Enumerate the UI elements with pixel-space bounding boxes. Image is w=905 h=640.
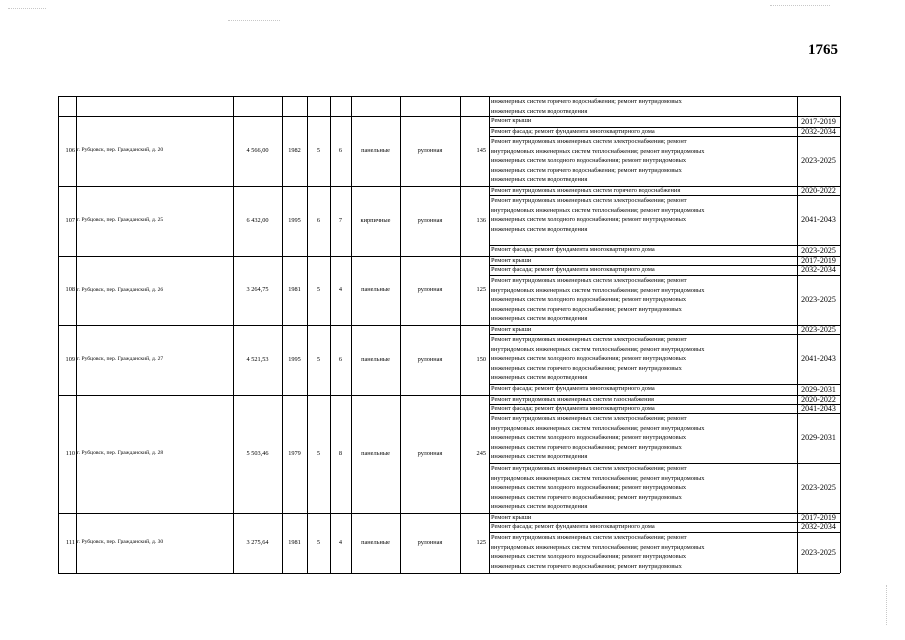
building-address: г. Рубцовск, пер. Гражданский, д. 20 [77,147,164,154]
roof-type: рулонная [417,355,443,363]
construction-year: 1995 [288,216,301,224]
work-description: Ремонт внутридомовых инженерных систем горячего водоснабжения [491,187,681,194]
work-period: 2032-2034 [801,126,836,136]
floor-count: 6 [316,216,321,224]
work-period: 2023-2025 [801,324,836,334]
entrance-count: 6 [338,146,343,154]
work-period: 2029-2031 [801,433,836,443]
work-description: Ремонт внутридомовых инженерных систем электроснабжения; ремонт внутридомовых инженерных систем теплоснабжения; ремонт внутридомовых инженерных систем холодного водоснабжения; ремонт внутридомовых инженерных систем горячего водоснабжения; ремонт внутридомовых инженерных систем водоотведения [491,138,705,184]
work-period: 2023-2025 [801,245,836,255]
work-description: Ремонт внутридомовых инженерных систем электроснабжения; ремонт внутридомовых инженерных систем теплоснабжения; ремонт внутридомовых инженерных систем холодного водоснабжения; ремонт внутридомовых инженерных систем горячего водоснабжения; ремонт внутридомовых инженерных систем водоотведения [491,277,705,323]
work-description: Ремонт внутридомовых инженерных систем электроснабжения; ремонт внутридомовых инженерных систем теплоснабжения; ремонт внутридомовых инженерных систем холодного водоснабжения; ремонт внутридомовых инженерных систем водоотведения [491,197,705,233]
entrance-count: 4 [338,538,343,546]
building-address: г. Рубцовск, пер. Гражданский, д. 30 [77,539,164,546]
entrance-count: 4 [338,286,343,294]
building-address: г. Рубцовск, пер. Гражданский, д. 26 [77,286,164,293]
apartment-count: 136 [476,216,486,224]
work-period: 2017-2019 [801,512,836,522]
building-area: 4 566,00 [246,146,269,154]
work-period: 2041-2043 [801,354,836,364]
floor-count: 5 [316,146,321,154]
work-description: Ремонт крыши [491,514,532,521]
construction-year: 1982 [288,146,301,154]
work-period: 2020-2022 [801,185,836,195]
work-description: Ремонт крыши [491,326,532,333]
floor-count: 5 [316,538,321,546]
work-period: 2023-2025 [801,547,836,557]
work-period: 2023-2025 [801,483,836,493]
work-period: 2041-2043 [801,215,836,225]
building-address: г. Рубцовск, пер. Гражданский, д. 27 [77,356,164,363]
work-period: 2041-2043 [801,403,836,413]
construction-year: 1995 [288,355,301,363]
work-description: Ремонт фасада; ремонт фундамента многоквартирного дома [491,266,655,273]
work-description: Ремонт крыши [491,117,532,124]
column-rule [840,96,841,573]
wall-material: панельные [361,538,390,546]
work-period: 2017-2019 [801,116,836,126]
work-period: 2029-2031 [801,384,836,394]
apartment-count: 245 [476,449,486,457]
work-period: 2032-2034 [801,265,836,275]
building-area: 4 521,53 [246,355,269,363]
building-number: 110 [65,449,75,457]
building-area: 5 503,46 [246,449,269,457]
floor-count: 5 [316,449,321,457]
work-description: Ремонт внутридомовых инженерных систем электроснабжения; ремонт внутридомовых инженерных систем теплоснабжения; ремонт внутридомовых инженерных систем холодного водоснабжения; ремонт внутридомовых инженерных систем горячего водоснабжения; ремонт внутридомовых инженерных систем водоотведения [491,415,705,461]
work-description: Ремонт крыши [491,257,532,264]
apartment-count: 150 [476,355,486,363]
work-period: 2020-2022 [801,394,836,404]
roof-type: рулонная [417,538,443,546]
building-number: 111 [66,538,75,546]
wall-material: панельные [361,146,390,154]
construction-year: 1979 [288,449,301,457]
apartment-count: 145 [476,146,486,154]
wall-material: панельные [361,355,390,363]
building-area: 6 432,00 [246,216,269,224]
floor-count: 5 [316,286,321,294]
work-period: 2023-2025 [801,295,836,305]
work-description: Ремонт фасада; ремонт фундамента многоквартирного дома [491,523,655,530]
building-address: г. Рубцовск, пер. Гражданский, д. 28 [77,450,164,457]
building-number: 106 [65,146,75,154]
construction-year: 1981 [288,286,301,294]
wall-material: кирпичные [360,216,391,224]
roof-type: рулонная [417,146,443,154]
wall-material: панельные [361,449,390,457]
work-description: Ремонт внутридомовых инженерных систем газоснабжения [491,396,654,403]
entrance-count: 8 [338,449,343,457]
work-description: Ремонт фасада; ремонт фундамента многоквартирного дома [491,405,655,412]
continued-works-text: инженерных систем горячего водоснабжения; ремонт внутридомовых инженерных систем водоотведения [491,98,682,115]
building-area: 3 275,64 [246,538,269,546]
apartment-count: 125 [476,286,486,294]
work-period: 2032-2034 [801,522,836,532]
building-number: 109 [65,355,75,363]
work-description: Ремонт внутридомовых инженерных систем электроснабжения; ремонт внутридомовых инженерных систем теплоснабжения; ремонт внутридомовых инженерных систем холодного водоснабжения; ремонт внутридомовых инженерных систем горячего водоснабжения; ремонт внутридомовых инженерных систем водоотведения [491,465,705,511]
building-number: 108 [65,286,75,294]
entrance-count: 6 [338,355,343,363]
wall-material: панельные [361,286,390,294]
work-description: Ремонт внутридомовых инженерных систем электроснабжения; ремонт внутридомовых инженерных систем теплоснабжения; ремонт внутридомовых инженерных систем холодного водоснабжения; ремонт внутридомовых инженерных систем горячего водоснабжения; ремонт внутридомовых [491,534,705,570]
roof-type: рулонная [417,449,443,457]
page-number: 1765 [808,42,838,58]
entrance-count: 7 [338,216,343,224]
work-description: Ремонт фасада; ремонт фундамента многоквартирного дома [491,385,655,392]
apartment-count: 125 [476,538,486,546]
work-description: Ремонт внутридомовых инженерных систем электроснабжения; ремонт внутридомовых инженерных систем теплоснабжения; ремонт внутридомовых инженерных систем холодного водоснабжения; ремонт внутридомовых инженерных систем горячего водоснабжения; ремонт внутридомовых инженерных систем водоотведения [491,336,705,382]
floor-count: 5 [316,355,321,363]
building-address: г. Рубцовск, пер. Гражданский, д. 25 [77,217,164,224]
work-period: 2023-2025 [801,156,836,166]
roof-type: рулонная [417,286,443,294]
work-description: Ремонт фасада; ремонт фундамента многоквартирного дома [491,128,655,135]
roof-type: рулонная [417,216,443,224]
work-period: 2017-2019 [801,255,836,265]
construction-year: 1981 [288,538,301,546]
building-number: 107 [65,216,75,224]
work-description: Ремонт фасада; ремонт фундамента многоквартирного дома [491,246,655,253]
building-area: 3 264,75 [246,286,269,294]
